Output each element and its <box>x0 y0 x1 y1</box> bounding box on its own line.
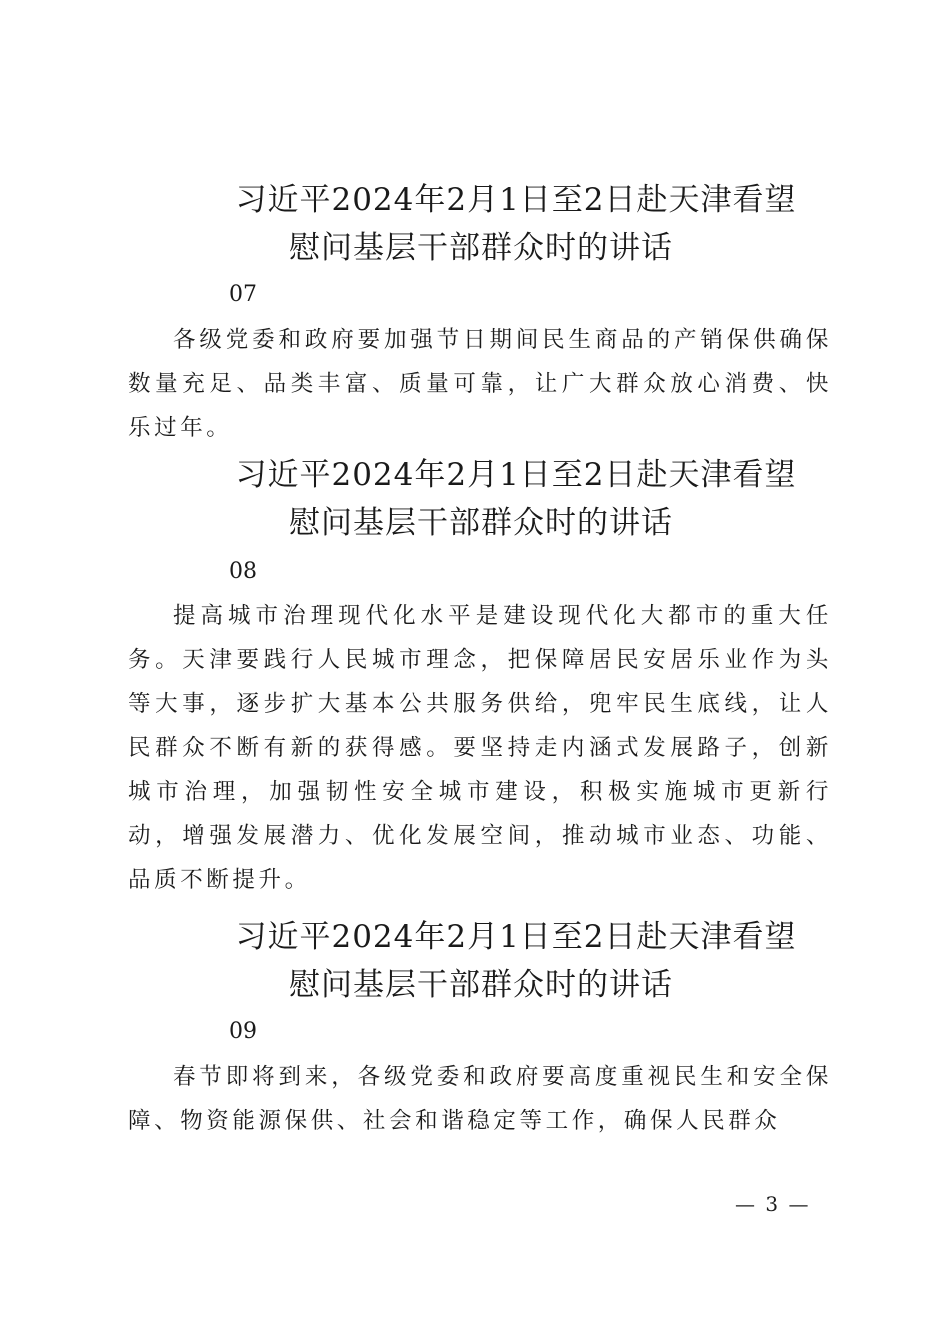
section-title-line2: 慰问基层干部群众时的讲话 <box>289 967 673 1003</box>
section-title-line2: 慰问基层干部群众时的讲话 <box>289 230 673 266</box>
page-number: — 3 — <box>735 1192 811 1216</box>
section-number-09: 09 <box>229 1019 257 1044</box>
section-title-line1: 习近平2024年2月1日至2日赴天津看望 <box>235 457 797 493</box>
section-paragraph-07: 各级党委和政府要加强节日期间民生商品的产销保供确保数量充足、品类丰富、质量可靠，让广大群众放心消费、快乐过年。 <box>128 327 832 441</box>
section-title-line2: 慰问基层干部群众时的讲话 <box>289 505 673 541</box>
section-title-08 <box>0 451 950 547</box>
section-number-07: 07 <box>229 282 257 307</box>
section-paragraph-09: 春节即将到来，各级党委和政府要高度重视民生和安全保障、物资能源保供、社会和谐稳定等工作，确保人民群众 <box>128 1064 832 1134</box>
section-paragraph-08: 提高城市治理现代化水平是建设现代化大都市的重大任务。天津要践行人民城市理念，把保障居民安居乐业作为头等大事，逐步扩大基本公共服务供给，兜牢民生底线，让人民群众不断有新的获得感。要坚持走内涵式发展路子，创新城市治理，加强韧性安全城市建设，积极实施城市更新行动，增强发展潜力、优化发展空间，推动城市业态、功能、品质不断提升。 <box>128 603 832 893</box>
section-title-07 <box>0 176 950 272</box>
section-number-08: 08 <box>229 559 257 584</box>
section-title-line1: 习近平2024年2月1日至2日赴天津看望 <box>235 919 797 955</box>
section-title-09 <box>0 913 950 1009</box>
section-title-line1: 习近平2024年2月1日至2日赴天津看望 <box>235 182 797 218</box>
